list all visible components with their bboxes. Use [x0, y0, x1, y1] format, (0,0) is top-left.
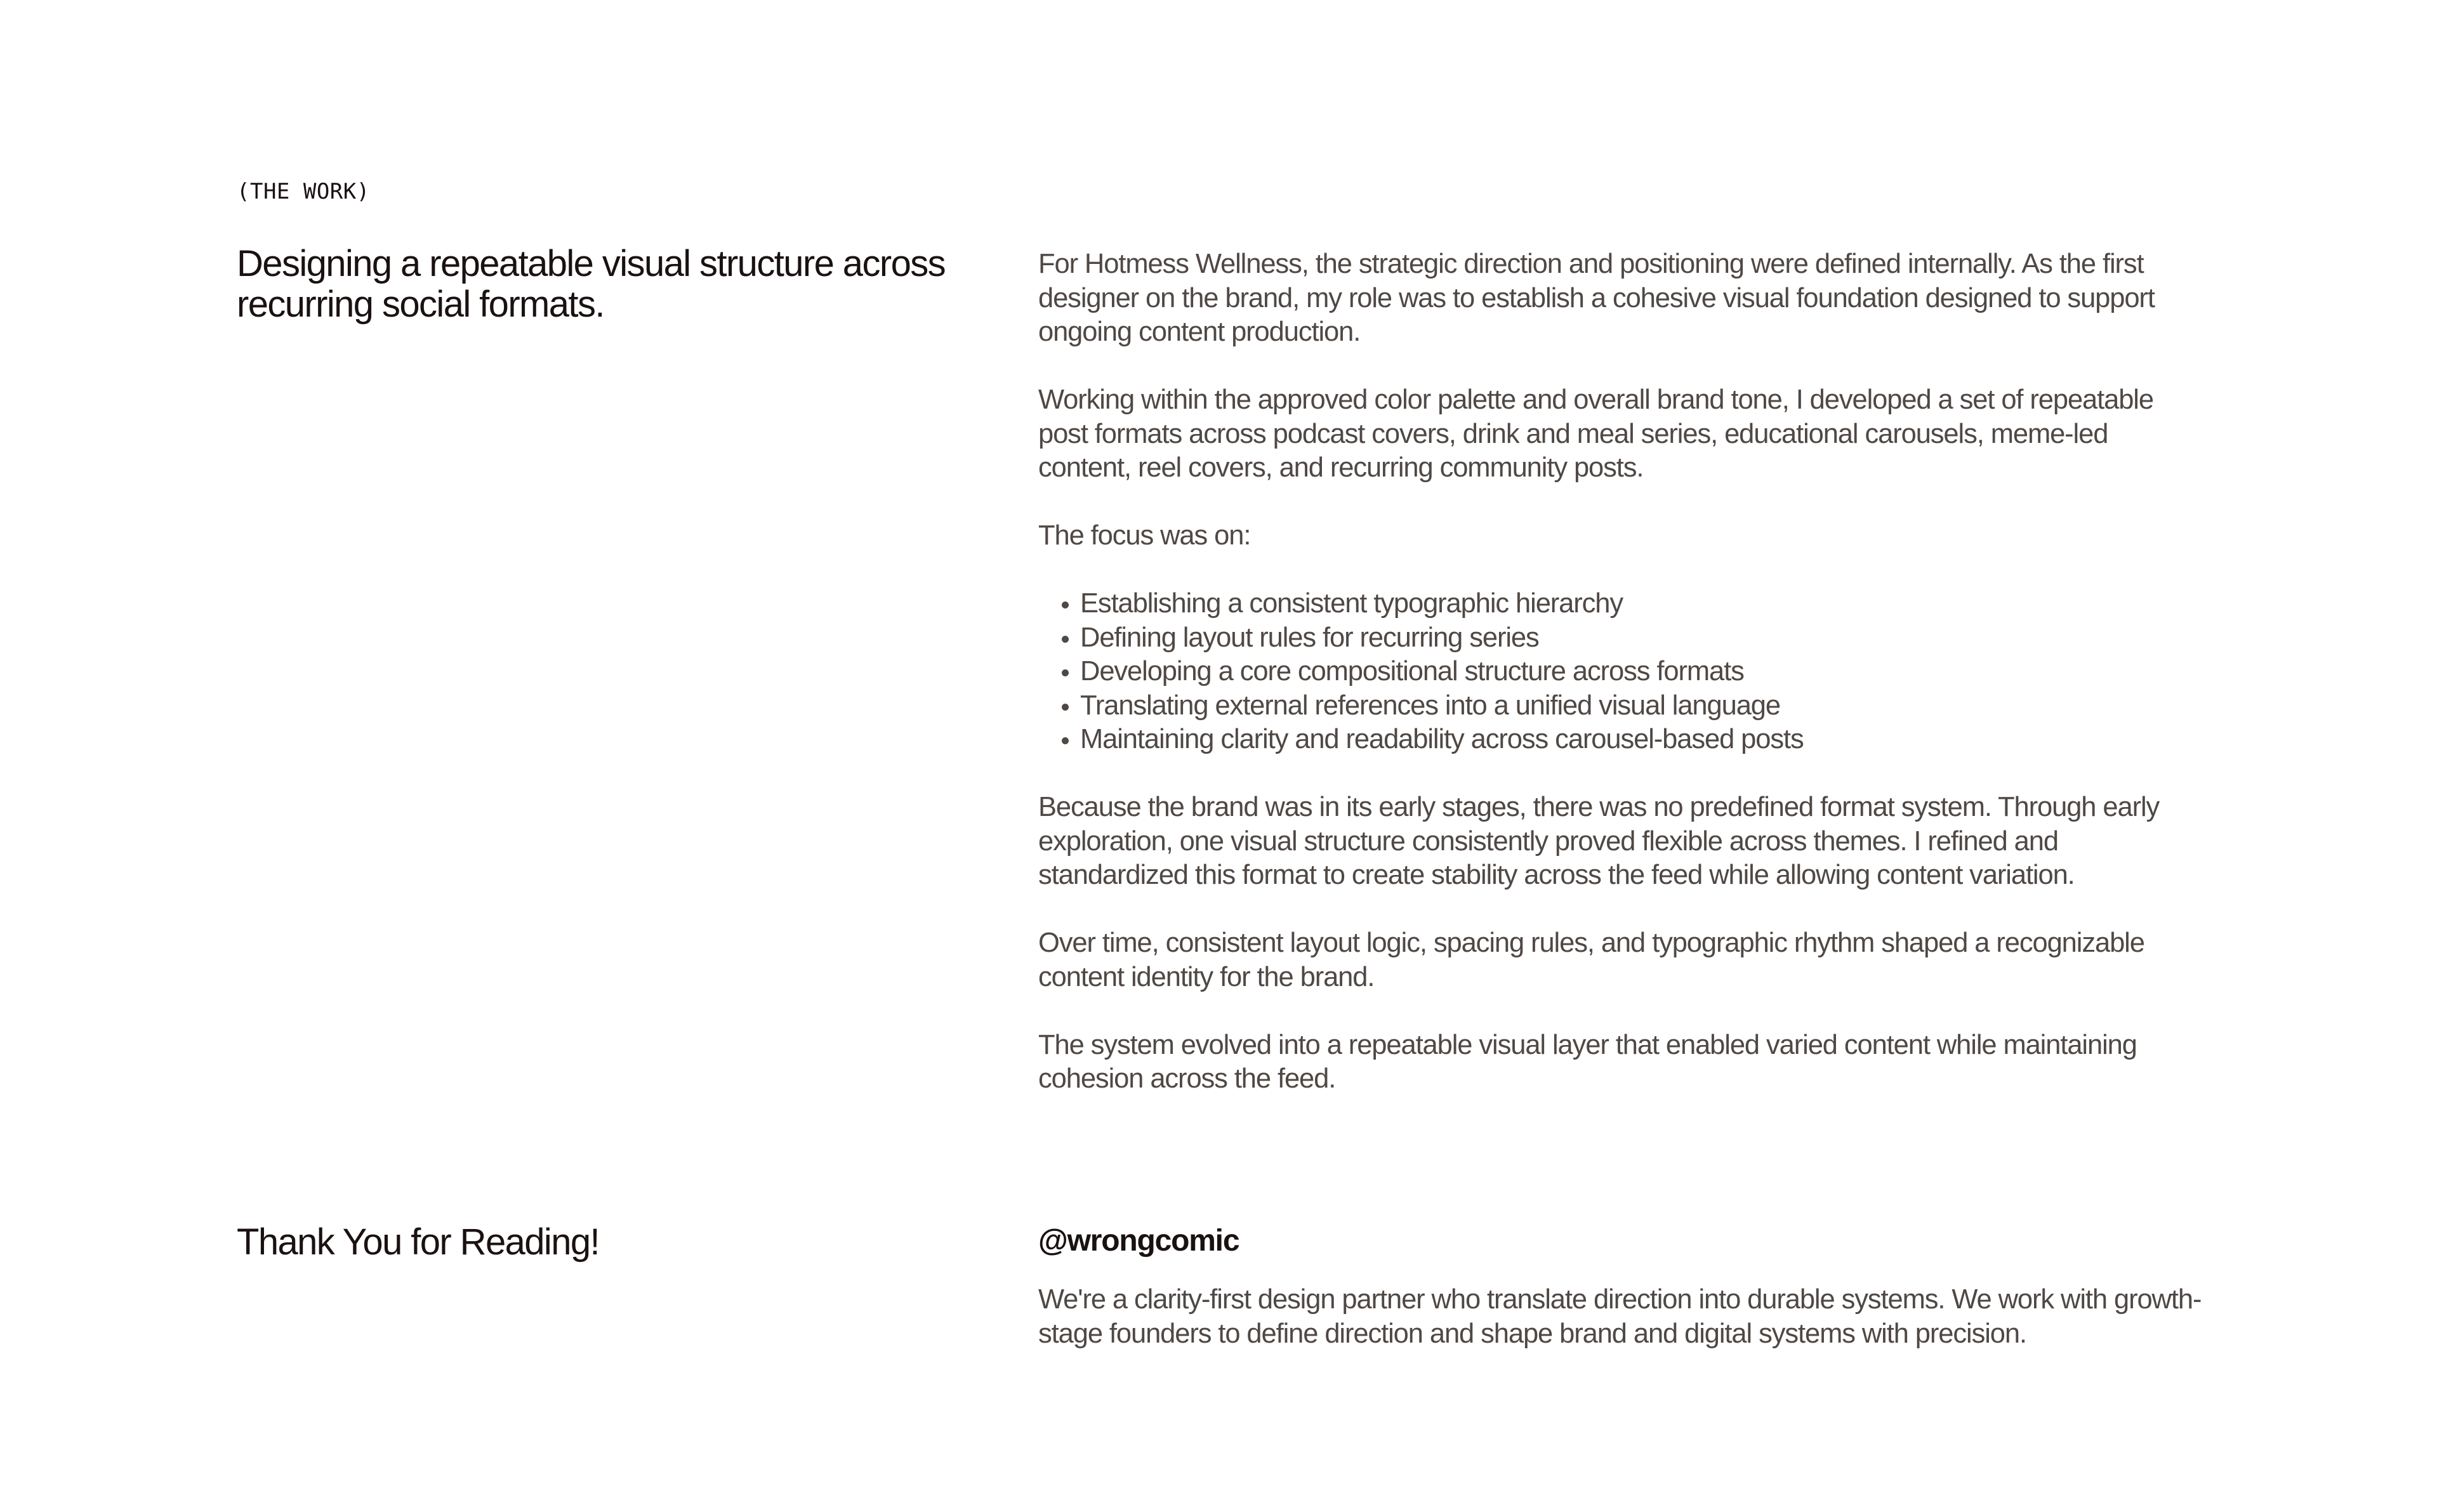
- body-paragraph: Working within the approved color palette and overall brand tone, I developed a set of repeatable post formats across podcast covers, drink and meal series, educational carousels, meme-led content, reel covers, and recurring community posts.: [1038, 385, 2153, 483]
- body-paragraph: For Hotmess Wellness, the strategic direction and positioning were defined internally. As the first designer on the brand, my role was to establish a cohesive visual foundation designed to support ongoing content production.: [1038, 249, 2155, 347]
- section-body: [1038, 247, 2206, 1130]
- body-paragraph: Over time, consistent layout logic, spacing rules, and typographic rhythm shaped a recognizable content identity for the brand.: [1038, 928, 2144, 992]
- focus-list-item: • Maintaining clarity and readability across carousel-based posts: [1080, 723, 2206, 757]
- focus-list-item: • Translating external references into a unified visual language: [1080, 689, 2206, 723]
- focus-list-item: • Establishing a consistent typographic hierarchy: [1080, 587, 2206, 621]
- thank-you-heading: Thank You for Reading!: [237, 1221, 600, 1263]
- body-paragraph: Because the brand was in its early stages, there was no predefined format system. Through early exploration, one visual structure consistently proved flexible across themes. I refined and standardized this format to create stability across the feed while allowing content variation.: [1038, 792, 2160, 890]
- studio-description: We're a clarity-first design partner who translate direction into durable systems. We work with growth-stage founders to define direction and shape brand and digital systems with precision.: [1038, 1284, 2202, 1349]
- focus-list: [1038, 587, 2206, 757]
- section-title: Designing a repeatable visual structure across recurring social formats.: [237, 243, 946, 325]
- social-handle-link[interactable]: @wrongcomic: [1038, 1224, 1239, 1258]
- focus-list-item: • Defining layout rules for recurring series: [1080, 621, 2206, 655]
- body-paragraph: The system evolved into a repeatable visual layer that enabled varied content while maintaining cohesion across the feed.: [1038, 1029, 2137, 1094]
- section-eyebrow-label: (THE WORK): [237, 179, 370, 204]
- focus-intro-text: The focus was on:: [1038, 520, 1251, 551]
- focus-list-item: • Developing a core compositional structure across formats: [1080, 655, 2206, 689]
